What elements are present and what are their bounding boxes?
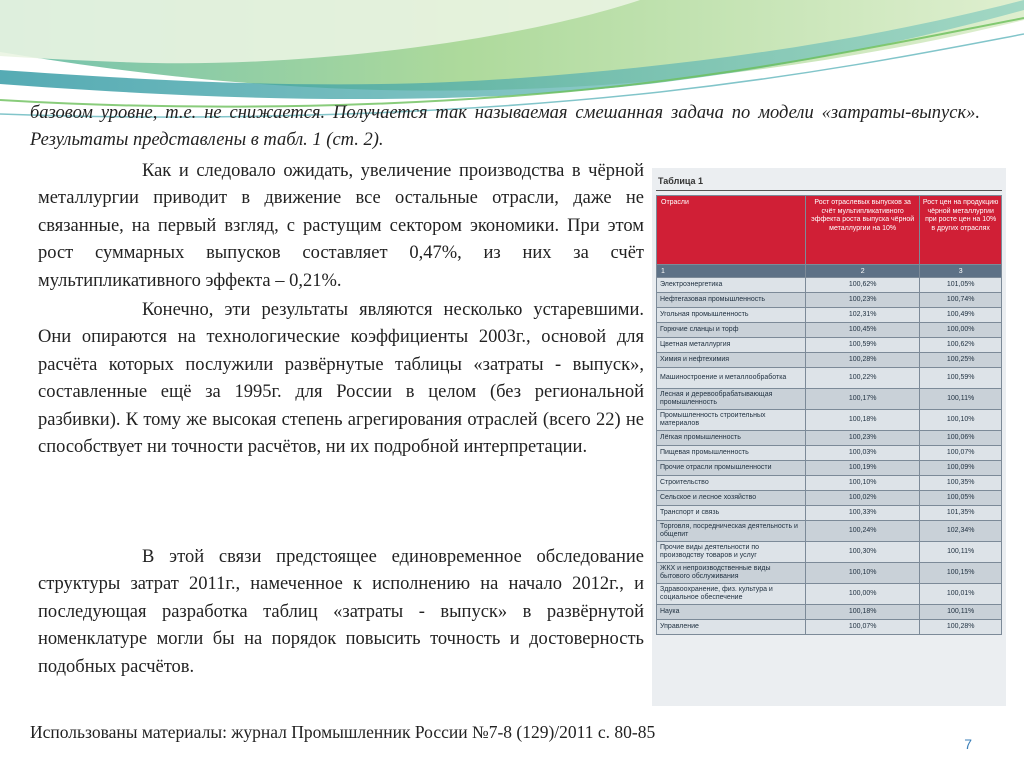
table-row [657,521,1002,542]
table-caption: Таблица 1 [658,176,704,186]
row-output-value: 100,18% [806,410,920,431]
row-name: Цветная металлургия [657,338,806,353]
table-row [657,605,1002,620]
row-name: Прочие виды деятельности по производству товаров и услуг [657,542,806,563]
row-name: Горючие сланцы и торф [657,323,806,338]
row-price-value: 100,00% [920,323,1002,338]
table-row [657,491,1002,506]
row-output-value: 100,10% [806,563,920,584]
row-price-value: 100,15% [920,563,1002,584]
table-row [657,278,1002,293]
row-price-value: 100,74% [920,293,1002,308]
header-price-growth: Рост цен на продукцию чёрной металлургии при росте цен на 10% в других отраслях [920,196,1002,265]
column-number-2: 2 [806,265,920,278]
row-name: Сельское и лесное хозяйство [657,491,806,506]
row-price-value: 100,25% [920,353,1002,368]
row-price-value: 100,01% [920,584,1002,605]
table-row [657,476,1002,491]
row-price-value: 100,11% [920,605,1002,620]
row-name: ЖКХ и непроизводственные виды бытового обслуживания [657,563,806,584]
row-name: Промышленность строительных материалов [657,410,806,431]
row-name: Пищевая промышленность [657,446,806,461]
column-number-1: 1 [657,265,806,278]
paragraph-2: Конечно, эти результаты являются несколько устаревшими. Они опираются на технологические коэффициенты 2003г., основой для расчёта которых послужили развёрнутые таблицы «затраты - выпуск», составленные ещё за 1995г. для России в целом (без региональной разбивки). К тому же высокая степень агрегирования отраслей (всего 22) не способствует ни точности расчётов, ни их подробной интерпретации. [38,300,644,458]
row-name: Управление [657,620,806,635]
row-output-value: 100,59% [806,338,920,353]
table-row [657,308,1002,323]
page-number: 7 [964,736,972,752]
row-name: Химия и нефтехимия [657,353,806,368]
row-price-value: 100,05% [920,491,1002,506]
table-body [657,278,1002,635]
row-name: Электроэнергетика [657,278,806,293]
paragraph-3: В этой связи предстоящее единовременное обследование структуры затрат 2011г., намеченное к исполнению на начало 2012г., и последующая разработка таблиц «затраты - выпуск» в развёрнутой номенклатуре могли бы на порядок повысить точность и достоверность подобных расчётов. [38,547,644,677]
row-output-value: 100,62% [806,278,920,293]
table-row [657,542,1002,563]
row-price-value: 100,59% [920,368,1002,389]
source-note: Использованы материалы: журнал Промышленник России №7-8 (129)/2011 с. 80-85 [30,722,656,742]
row-price-value: 100,09% [920,461,1002,476]
row-name: Здравоохранение, физ. культура и социальное обеспечение [657,584,806,605]
row-price-value: 100,49% [920,308,1002,323]
row-name: Угольная промышленность [657,308,806,323]
row-name: Наука [657,605,806,620]
table-row [657,431,1002,446]
row-output-value: 100,22% [806,368,920,389]
row-price-value: 100,11% [920,542,1002,563]
table-row [657,563,1002,584]
table-row [657,389,1002,410]
row-price-value: 100,06% [920,431,1002,446]
table-row [657,584,1002,605]
row-output-value: 102,31% [806,308,920,323]
row-name: Лёгкая промышленность [657,431,806,446]
row-price-value: 101,35% [920,506,1002,521]
row-name: Нефтегазовая промышленность [657,293,806,308]
row-output-value: 100,30% [806,542,920,563]
row-name: Строительство [657,476,806,491]
main-text [38,158,644,461]
header-industries: Отрасли [657,196,806,265]
header-output-growth: Рост отраслевых выпусков за счёт мультипликативного эффекта роста выпуска чёрной металлургии на 10% [806,196,920,265]
table-row [657,323,1002,338]
column-number-3: 3 [920,265,1002,278]
row-price-value: 100,11% [920,389,1002,410]
row-output-value: 100,45% [806,323,920,338]
row-output-value: 100,19% [806,461,920,476]
row-price-value: 100,07% [920,446,1002,461]
row-output-value: 100,28% [806,353,920,368]
table-row [657,293,1002,308]
table-row [657,446,1002,461]
paragraph-1: Как и следовало ожидать, увеличение производства в чёрной металлургии приводит в движение все остальные отрасли, даже не связанные, на первый взгляд, с растущим сектором экономики. При этом рост суммарных выпусков составляет 0,47%, из них за счёт мультипликативного эффекта – 0,21%. [38,161,644,291]
row-output-value: 100,18% [806,605,920,620]
row-output-value: 100,03% [806,446,920,461]
row-output-value: 100,02% [806,491,920,506]
row-price-value: 100,35% [920,476,1002,491]
row-output-value: 100,33% [806,506,920,521]
row-output-value: 100,23% [806,293,920,308]
row-price-value: 100,10% [920,410,1002,431]
row-output-value: 100,17% [806,389,920,410]
caption-divider [656,190,1002,191]
closing-text [38,544,644,681]
table-row [657,620,1002,635]
row-name: Транспорт и связь [657,506,806,521]
table-row [657,410,1002,431]
row-price-value: 102,34% [920,521,1002,542]
results-table [656,195,1002,635]
row-price-value: 100,28% [920,620,1002,635]
row-output-value: 100,24% [806,521,920,542]
row-output-value: 100,00% [806,584,920,605]
row-output-value: 100,07% [806,620,920,635]
table-row [657,338,1002,353]
intro-text: базовом уровне, т.е. не снижается. Получается так называемая смешанная задача по модели «затраты-выпуск». Результаты представлены в табл. 1 (ст. 2). [30,103,980,150]
row-output-value: 100,10% [806,476,920,491]
table-row [657,461,1002,476]
row-name: Прочие отрасли промышленности [657,461,806,476]
row-output-value: 100,23% [806,431,920,446]
table-row [657,506,1002,521]
row-name: Машиностроение и металлообработка [657,368,806,389]
table-row [657,353,1002,368]
row-name: Торговля, посредническая деятельность и общепит [657,521,806,542]
row-name: Лесная и деревообрабатывающая промышленность [657,389,806,410]
row-price-value: 101,05% [920,278,1002,293]
table-figure [652,168,1006,706]
table-row [657,368,1002,389]
row-price-value: 100,62% [920,338,1002,353]
